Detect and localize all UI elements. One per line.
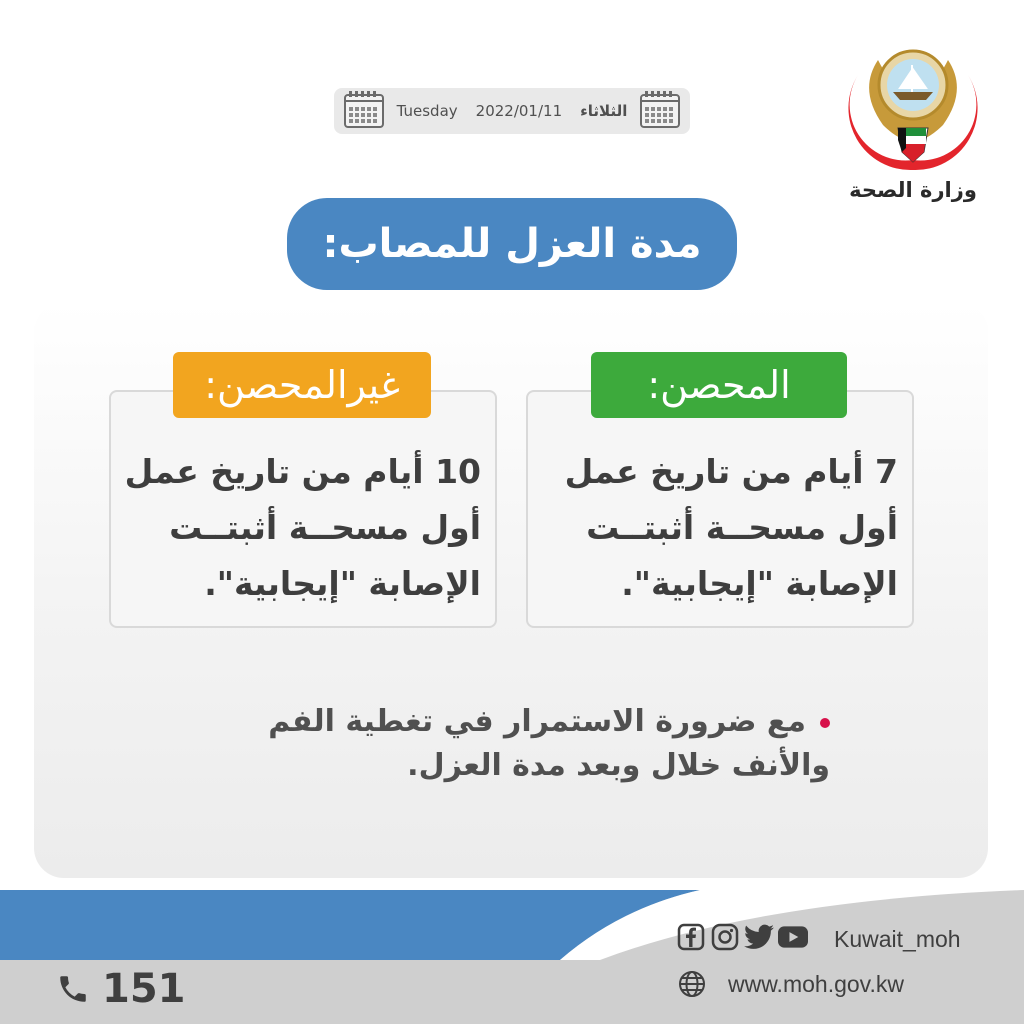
vaccinated-text (538, 444, 898, 612)
twitter-icon[interactable] (744, 922, 774, 952)
phone-icon (56, 971, 90, 1007)
note-line: مع ضرورة الاستمرار في تغطية الفم (268, 704, 806, 739)
ministry-name: وزارة الصحة (849, 178, 977, 202)
bullet-icon (820, 718, 830, 728)
mask-note (150, 700, 830, 788)
vaccinated-line: الإصابة "إيجابية". (621, 564, 898, 603)
date-weekday-ar: الثلاثاء (580, 102, 628, 120)
unvaccinated-line: 10 أيام من تاريخ عمل (124, 452, 481, 491)
social-icons (676, 922, 808, 952)
ministry-emblem-logo (838, 30, 988, 180)
calendar-icon (344, 94, 384, 128)
date-value: 2022/01/11 (475, 102, 563, 120)
date-weekday-en: Tuesday (396, 102, 458, 120)
social-handle[interactable]: Kuwait_moh (834, 926, 961, 952)
vaccinated-line: أول مسحــة أثبتــت (586, 508, 898, 547)
note-line: والأنف خلال وبعد مدة العزل. (407, 748, 830, 783)
unvaccinated-tag: غيرالمحصن: (173, 352, 431, 418)
globe-icon (678, 970, 706, 998)
date-texts (384, 102, 640, 120)
website-link[interactable]: www.moh.gov.kw (728, 970, 904, 997)
hotline-number: 151 (102, 966, 186, 1012)
website-row (678, 970, 904, 998)
vaccinated-tag: المحصن: (591, 352, 847, 418)
youtube-icon[interactable] (778, 922, 808, 952)
vaccinated-card (526, 390, 914, 628)
unvaccinated-line: الإصابة "إيجابية". (204, 564, 481, 603)
unvaccinated-line: أول مسحــة أثبتــت (169, 508, 481, 547)
hotline (56, 966, 186, 1012)
vaccinated-line: 7 أيام من تاريخ عمل (564, 452, 898, 491)
instagram-icon[interactable] (710, 922, 740, 952)
date-pill (334, 88, 690, 134)
page-title: مدة العزل للمصاب: (287, 198, 737, 290)
unvaccinated-card (109, 390, 497, 628)
calendar-icon (640, 94, 680, 128)
facebook-icon[interactable] (676, 922, 706, 952)
unvaccinated-text (121, 444, 481, 612)
